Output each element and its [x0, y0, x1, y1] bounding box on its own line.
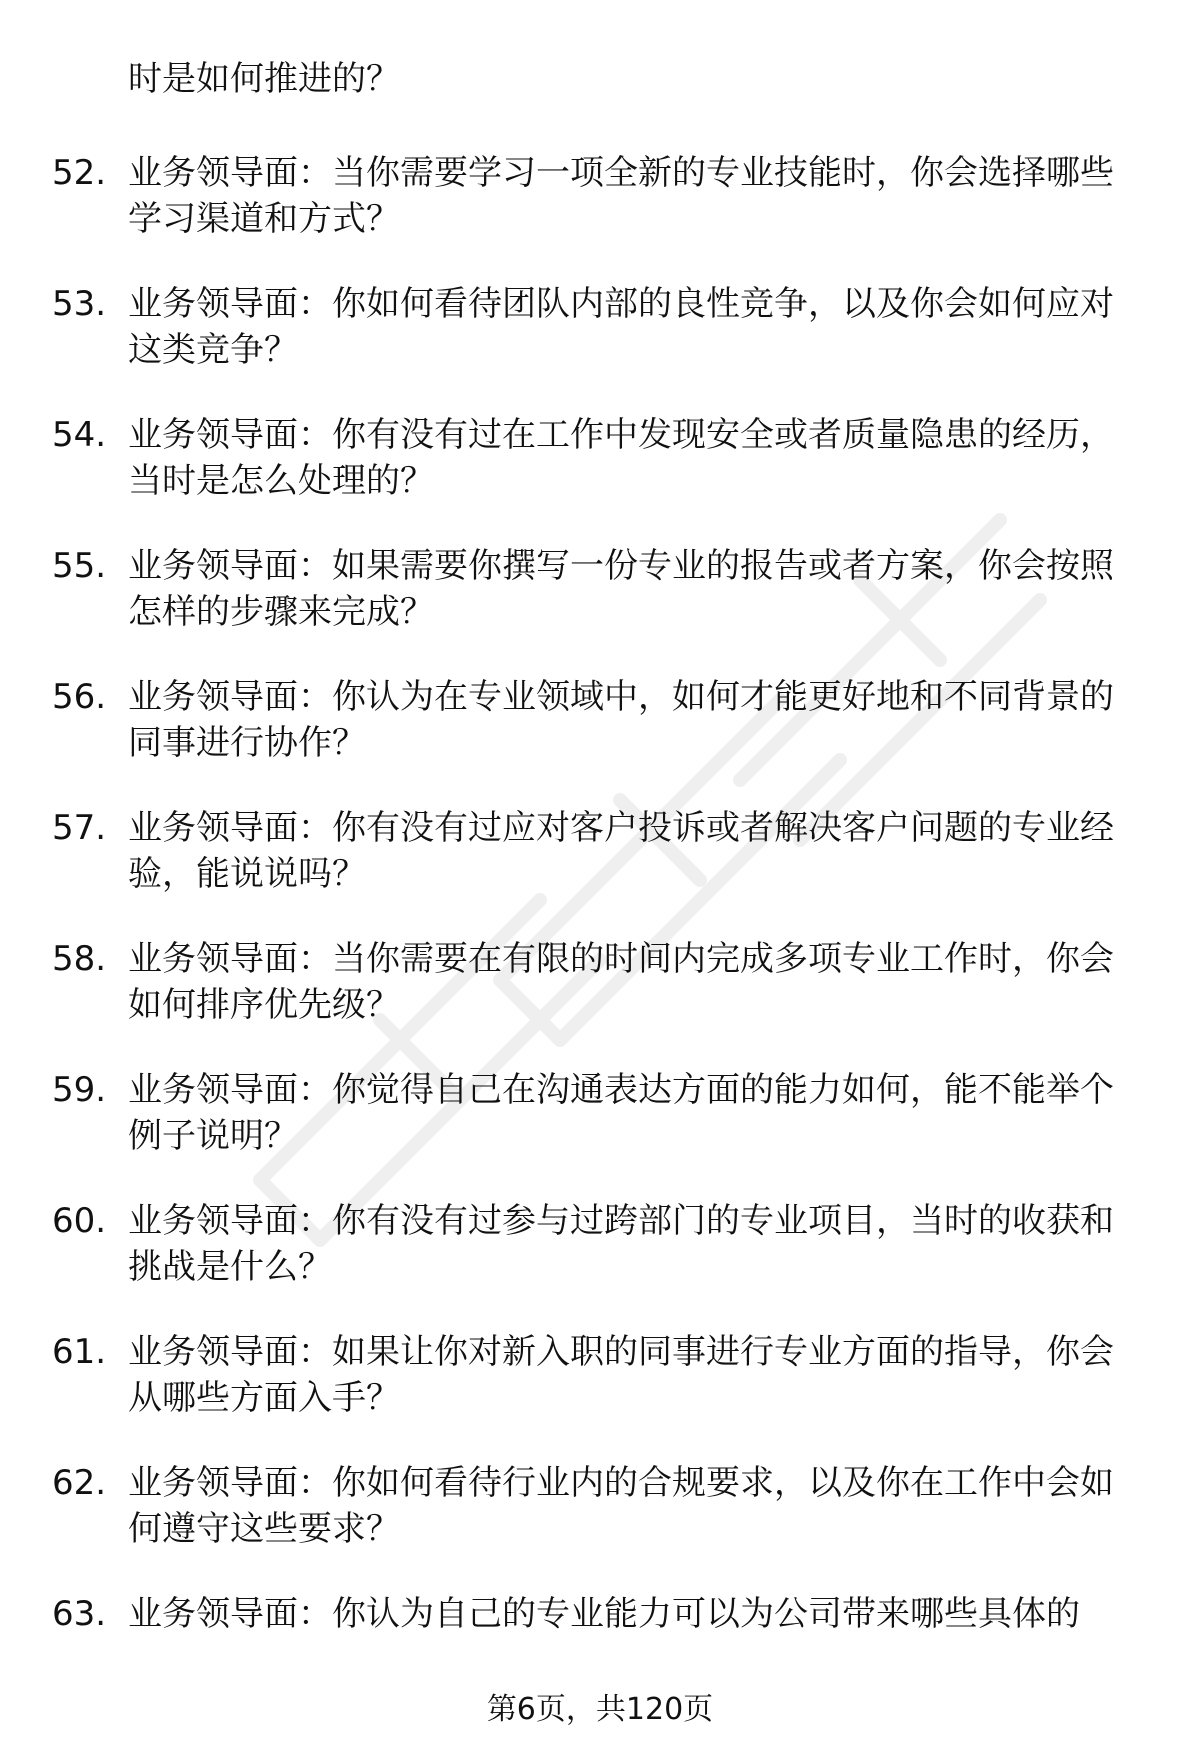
- question-number: 55.: [52, 546, 107, 586]
- question-list: [0, 150, 1200, 1722]
- question-text: 业务领导面：你有没有过在工作中发现安全或者质量隐患的经历，当时是怎么处理的？: [128, 415, 1114, 501]
- page-footer: 第6页，共120页: [486, 1692, 714, 1727]
- question-number: 53.: [52, 284, 107, 324]
- question-number: 58.: [52, 939, 107, 979]
- question-text: 业务领导面：当你需要学习一项全新的专业技能时，你会选择哪些学习渠道和方式？: [128, 153, 1114, 239]
- question-text: 业务领导面：你如何看待团队内部的良性竞争，以及你会如何应对这类竞争？: [128, 284, 1114, 370]
- question-text: 业务领导面：你觉得自己在沟通表达方面的能力如何，能不能举个例子说明？: [128, 1070, 1114, 1156]
- list-item: [0, 543, 1200, 674]
- question-number: 52.: [52, 153, 107, 193]
- question-text: 业务领导面：当你需要在有限的时间内完成多项专业工作时，你会如何排序优先级？: [128, 939, 1114, 1025]
- list-item: [0, 1067, 1200, 1198]
- question-number: 57.: [52, 808, 107, 848]
- question-text: 业务领导面：你有没有过应对客户投诉或者解决客户问题的专业经验，能说说吗？: [128, 808, 1114, 894]
- question-number: 61.: [52, 1332, 107, 1372]
- list-item: [0, 281, 1200, 412]
- list-item: [0, 1329, 1200, 1460]
- question-number: 60.: [52, 1201, 107, 1241]
- list-item: [0, 1198, 1200, 1329]
- question-text: 业务领导面：你如何看待行业内的合规要求，以及你在工作中会如何遵守这些要求？: [128, 1463, 1114, 1549]
- question-text: 业务领导面：如果让你对新入职的同事进行专业方面的指导，你会从哪些方面入手？: [128, 1332, 1114, 1418]
- question-text: 业务领导面：如果需要你撰写一份专业的报告或者方案，你会按照怎样的步骤来完成？: [128, 546, 1114, 632]
- list-item: [0, 412, 1200, 543]
- question-number: 54.: [52, 415, 107, 455]
- list-item: [0, 805, 1200, 936]
- list-item: [0, 1460, 1200, 1591]
- question-number: 62.: [52, 1463, 107, 1503]
- question-text: 业务领导面：你有没有过参与过跨部门的专业项目，当时的收获和挑战是什么？: [128, 1201, 1114, 1287]
- list-item: [0, 936, 1200, 1067]
- question-number: 59.: [52, 1070, 107, 1110]
- question-number: 63.: [52, 1594, 107, 1634]
- continuation-text: 时是如何推进的？: [128, 59, 400, 99]
- question-text: 业务领导面：你认为自己的专业能力可以为公司带来哪些具体的: [128, 1594, 1080, 1634]
- list-item: [0, 150, 1200, 281]
- question-text: 业务领导面：你认为在专业领域中，如何才能更好地和不同背景的同事进行协作？: [128, 677, 1114, 763]
- list-item: [0, 674, 1200, 805]
- question-number: 56.: [52, 677, 107, 717]
